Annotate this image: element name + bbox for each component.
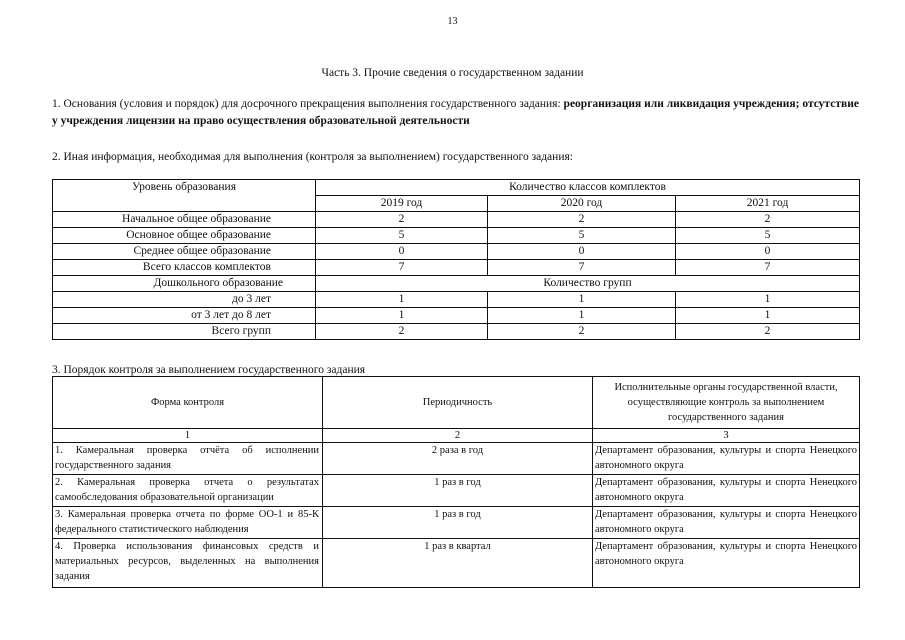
- year-header: 2019 год: [316, 196, 488, 212]
- cell-value: 0: [488, 244, 676, 260]
- periodicity: 1 раз в год: [323, 475, 593, 507]
- cell-value: 2: [676, 324, 860, 340]
- cell-value: 5: [676, 228, 860, 244]
- cell-value: 5: [488, 228, 676, 244]
- part-title: Часть 3. Прочие сведения о государственном задании: [321, 67, 584, 79]
- row-label: Основное общее образование: [53, 228, 316, 244]
- section-1-paragraph: [52, 96, 862, 130]
- class-count-table: [52, 179, 860, 340]
- cell-value: 7: [316, 260, 488, 276]
- authority: Департамент образования, культуры и спорта Ненецкого автономного округа: [593, 539, 860, 588]
- cell-value: 1: [488, 292, 676, 308]
- table-row: [53, 260, 860, 276]
- row-label: до 3 лет: [53, 292, 316, 308]
- authority: Департамент образования, культуры и спорта Ненецкого автономного округа: [593, 475, 860, 507]
- page-number: 13: [447, 16, 458, 27]
- preschool-label: Дошкольного образование: [53, 276, 316, 292]
- section-2-title: 2. Иная информация, необходимая для выполнения (контроля за выполнением) государственного задания:: [52, 151, 573, 163]
- column-number: 3: [593, 429, 860, 443]
- table-row: [53, 443, 860, 475]
- cell-value: 5: [316, 228, 488, 244]
- table-row: [53, 308, 860, 324]
- group-count-header: Количество групп: [316, 276, 860, 292]
- cell-value: 1: [316, 292, 488, 308]
- table-row: [53, 212, 860, 228]
- section-3-title: 3. Порядок контроля за выполнением государственного задания: [52, 364, 366, 376]
- year-header: 2020 год: [488, 196, 676, 212]
- table-row: [53, 475, 860, 507]
- row-label: от 3 лет до 8 лет: [53, 308, 316, 324]
- row-label: Начальное общее образование: [53, 212, 316, 228]
- periodicity: 2 раза в год: [323, 443, 593, 475]
- cell-value: 7: [676, 260, 860, 276]
- row-label: Всего групп: [53, 324, 316, 340]
- column-number: 1: [53, 429, 323, 443]
- cell-value: 7: [488, 260, 676, 276]
- table-row: [53, 507, 860, 539]
- table-row: [53, 539, 860, 588]
- section-1-prefix: 1. Основания (условия и порядок) для досрочного прекращения выполнения государственного задания:: [52, 98, 564, 110]
- table-row: [53, 324, 860, 340]
- column-number: 2: [323, 429, 593, 443]
- cell-value: 1: [676, 308, 860, 324]
- year-header: 2021 год: [676, 196, 860, 212]
- periodicity: 1 раз в квартал: [323, 539, 593, 588]
- cell-value: 0: [316, 244, 488, 260]
- table-row: [53, 292, 860, 308]
- table-row: [53, 276, 860, 292]
- cell-value: 2: [676, 212, 860, 228]
- cell-value: 1: [676, 292, 860, 308]
- periodicity: 1 раз в год: [323, 507, 593, 539]
- cell-value: 1: [488, 308, 676, 324]
- form-header: Форма контроля: [53, 377, 323, 429]
- cell-value: 2: [488, 324, 676, 340]
- control-procedure-table: [52, 376, 860, 588]
- table-row: [53, 244, 860, 260]
- cell-value: 2: [488, 212, 676, 228]
- row-label: Всего классов комплектов: [53, 260, 316, 276]
- cell-value: 0: [676, 244, 860, 260]
- periodicity-header: Периодичность: [323, 377, 593, 429]
- cell-value: 2: [316, 212, 488, 228]
- education-level-header: Уровень образования: [53, 180, 316, 212]
- authority: Департамент образования, культуры и спорта Ненецкого автономного округа: [593, 507, 860, 539]
- cell-value: 1: [316, 308, 488, 324]
- control-form: 3. Камеральная проверка отчета по форме ОО-1 и 85-К федерального статистического наблюдения: [53, 507, 323, 539]
- authority: Департамент образования, культуры и спорта Ненецкого автономного округа: [593, 443, 860, 475]
- control-form: 1. Камеральная проверка отчёта об исполнении государственного задания: [53, 443, 323, 475]
- control-form: 2. Камеральная проверка отчета о результатах самообследования образовательной организации: [53, 475, 323, 507]
- authority-header: Исполнительные органы государственной власти, осуществляющие контроль за выполнением государственного задания: [593, 377, 860, 429]
- row-label: Среднее общее образование: [53, 244, 316, 260]
- class-count-header: Количество классов комплектов: [316, 180, 860, 196]
- table-row: [53, 228, 860, 244]
- section-1-bold-text: реорганизация или ликвидация учреждения; отсутствие у учреждения лицензии на право осуществления образовательной деятельности: [52, 98, 859, 127]
- cell-value: 2: [316, 324, 488, 340]
- control-form: 4. Проверка использования финансовых средств и материальных ресурсов, выделенных на выполнения задания: [53, 539, 323, 588]
